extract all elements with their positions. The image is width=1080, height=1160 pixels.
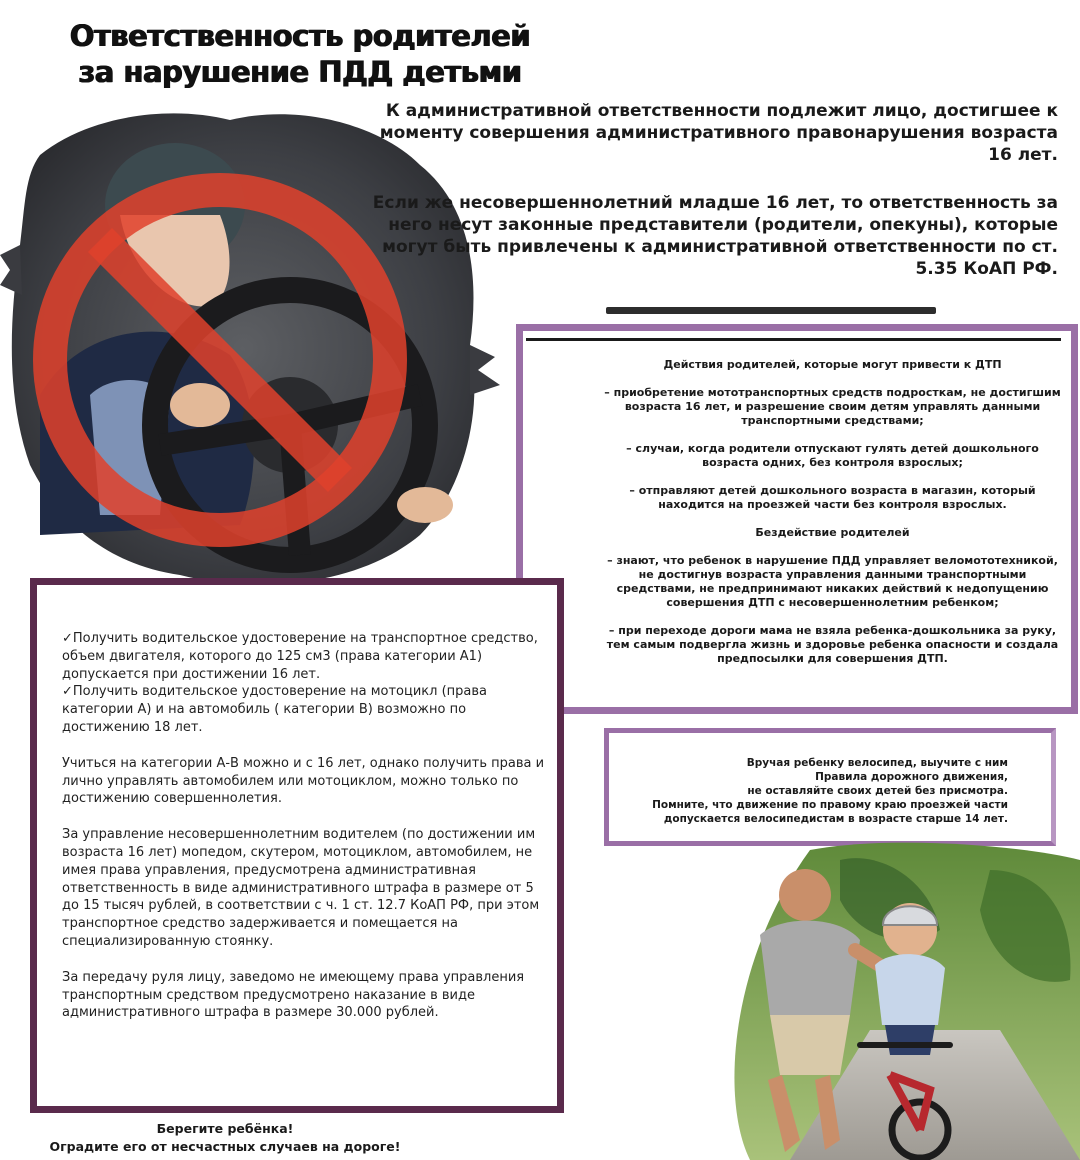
rules-paragraph-3: Учиться на категории А-В можно и с 16 лет, однако получить права и лично управлять автомобилем или мотоциклом, можно только по достижению совершеннолетия.	[62, 755, 545, 807]
footer-line-1: Берегите ребёнка!	[156, 1121, 294, 1136]
rules-paragraph-5: За передачу руля лицу, заведомо не имеющему права управления транспортным средством предусмотрено наказание в виде административного штрафа в размере 30.000 рублей.	[62, 969, 525, 1021]
bike-line-4: Помните, что движение по правому краю проезжей части	[652, 799, 1008, 811]
intro-text	[358, 100, 1058, 306]
father-child-bicycle-photo	[690, 840, 1080, 1160]
rules-paragraph-4: За управление несовершеннолетним водителем (по достижении им возраста 16 лет) мопедом, скутером, мотоциклом, автомобилем, не имея права управления, предусмотрена административная ответственность в виде административного штрафа в размере от 5 до 15 тысяч рублей, в соответствии с ч. 1 ст. 12.7 КоАП РФ, при этом транспортное средство задерживается и помещается на специализированную стоянку.	[62, 827, 540, 949]
intro-paragraph-1: К административной ответственности подлежит лицо, достигшее к моменту совершения административного правонарушения возраста 16 лет.	[379, 101, 1058, 165]
bicycle-tip-text	[620, 756, 1008, 826]
actions-item-3: – отправляют детей дошкольного возраста в магазин, который находится на проезжей части без контроля взрослых.	[629, 484, 1036, 511]
poster-title	[30, 18, 570, 90]
rules-paragraph-1b: объем двигателя, которого до 125 см3 (права категории А1) допускается при достижении 16 лет.	[62, 648, 483, 682]
bike-line-2: Правила дорожного движения,	[815, 771, 1008, 783]
actions-item-2: – случаи, когда родители отпускают гулять детей дошкольного возраста одних, без контроля взрослых;	[626, 442, 1039, 469]
title-line-2: за нарушение ПДД детьми	[78, 55, 522, 89]
actions-item-1: – приобретение мототранспортных средств подросткам, не достигшим возраста 16 лет, и разрешение своим детям управлять данными транспортными средствами;	[604, 386, 1061, 427]
rules-paragraph-1: ✓Получить водительское удостоверение на транспортное средство,	[62, 631, 538, 646]
inaction-item-2: – при переходе дороги мама не взяла ребенка-дошкольника за руку, тем самым подвергла жизнь и здоровье ребенка опасности и создала предпосылки для совершения ДТП.	[606, 624, 1059, 665]
license-rules-text	[62, 630, 552, 1040]
bike-line-1: Вручая ребенку велосипед, выучите с ним	[746, 757, 1008, 769]
divider-bar	[606, 307, 936, 314]
footer-slogan	[40, 1120, 410, 1156]
inaction-item-1: – знают, что ребенок в нарушение ПДД управляет веломототехникой, не достигнув возраста управления данными транспортными средствами, не предпринимают никаких действий к недопущению совершения ДТП с несовершеннолетним ребенком;	[607, 554, 1058, 609]
intro-paragraph-2: Если же несовершеннолетний младше 16 лет, то ответственность за него несут законные представители (родители, опекуны), которые могут быть привлечены к административной ответственности по ст. 5.35 КоАП РФ.	[372, 193, 1058, 279]
inaction-heading: Бездействие родителей	[755, 526, 910, 539]
rules-paragraph-2: ✓Получить водительское удостоверение на мотоцикл (права категории А) и на автомобиль ( категории В) возможно по достижению 18 лет.	[62, 684, 487, 735]
footer-line-2: Оградите его от несчастных случаев на дороге!	[49, 1139, 401, 1154]
bike-line-5: допускается велосипедистам в возрасте старше 14 лет.	[663, 813, 1008, 825]
actions-heading: Действия родителей, которые могут привести к ДТП	[663, 358, 1002, 371]
title-line-1: Ответственность родителей	[69, 19, 531, 53]
parents-actions-text	[600, 358, 1065, 680]
bike-line-3: не оставляйте своих детей без присмотра.	[747, 785, 1008, 797]
